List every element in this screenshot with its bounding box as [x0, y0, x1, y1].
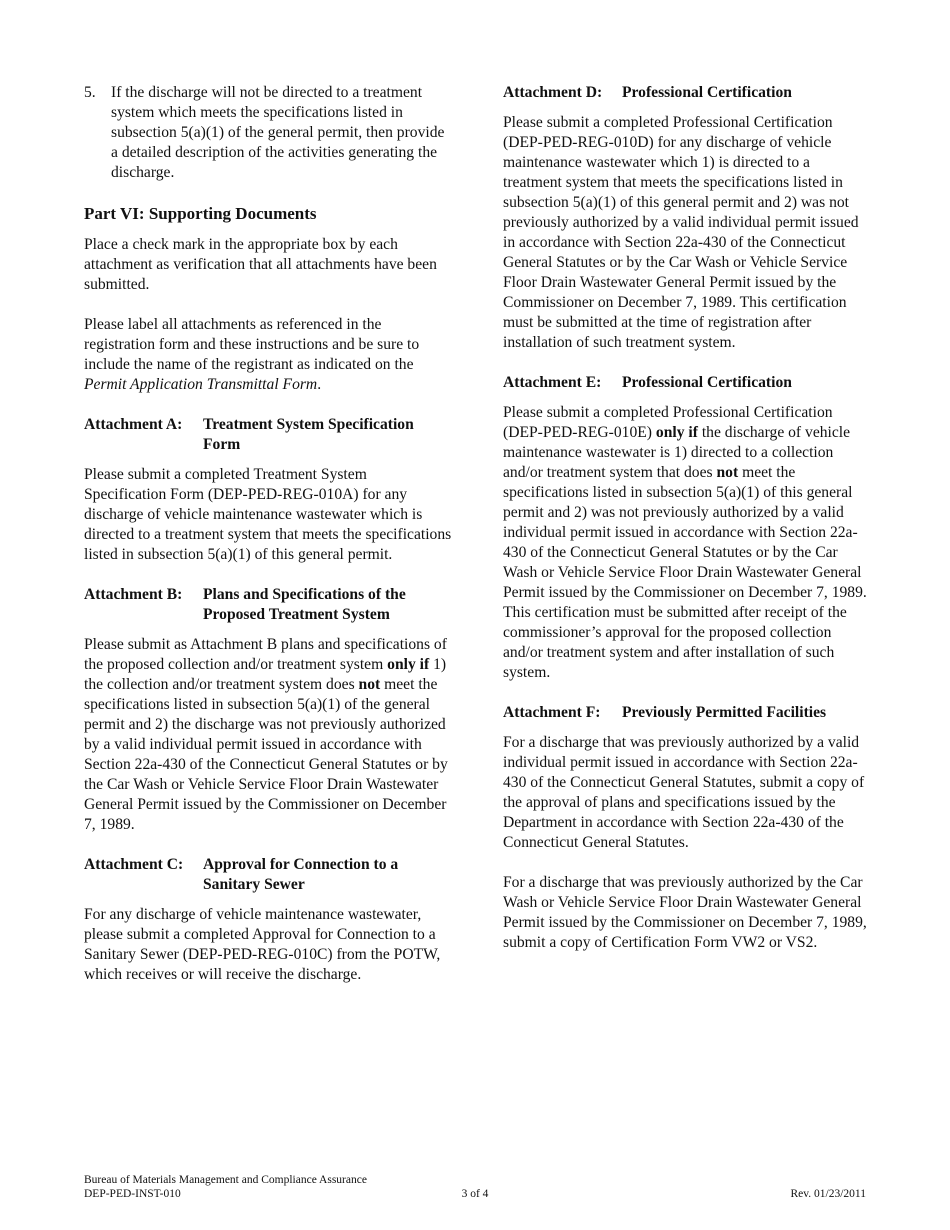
page-footer	[84, 1173, 866, 1201]
footer-doc-id: DEP-PED-INST-010	[84, 1188, 181, 1200]
attachment-b-text-2: 1) the collection and/or treatment system does	[84, 656, 447, 693]
footer-page-number: 3 of 4	[461, 1188, 489, 1200]
instructions-paragraph-2	[84, 315, 452, 395]
attachment-a-label: Attachment A:	[84, 416, 183, 433]
attachment-c-heading	[84, 855, 452, 895]
footer-bureau: Bureau of Materials Management and Compliance Assurance	[84, 1174, 367, 1186]
attachment-f-heading	[503, 703, 871, 723]
attachment-f-body-2: For a discharge that was previously authorized by the Car Wash or Vehicle Service Floor Drain Wastewater General Permit issued by the Commissioner on December 7, 1989, submit a copy of Certification Form VW2 or VS2.	[503, 874, 867, 951]
attachment-a-title: Treatment System Specification Form	[203, 416, 414, 453]
attachment-f-body-1: For a discharge that was previously authorized by a valid individual permit issued in accordance with Section 22a-430 of the Connecticut General Statutes, submit a copy of the approval of plans and specifications issued by the Department in accordance with Section 22a-430 of the Connecticut General Statutes.	[503, 734, 865, 851]
left-column	[84, 83, 452, 1005]
footer-revision: Rev. 01/23/2011	[790, 1188, 866, 1200]
attachment-b-text-3: meet the specifications listed in subsection 5(a)(1) of the general permit and 2) the discharge was not previously authorized by a valid individual permit issued in accordance with Section 22a-430 of the Connecticut General Statutes or by the Car Wash or Vehicle Service Floor Drain Wastewater General Permit issued by the Commissioner on December 7, 1989.	[84, 676, 448, 833]
attachment-d-title: Professional Certification	[622, 84, 792, 101]
item-5-text: If the discharge will not be directed to a treatment system which meets the specifications listed in subsection 5(a)(1) of the general permit, then provide a detailed description of the activities generating the discharge.	[111, 84, 445, 181]
attachment-d-label: Attachment D:	[503, 84, 603, 101]
attachment-e-text-2: the discharge of vehicle maintenance wastewater is 1) directed to a collection and/or treatment system that does	[503, 424, 851, 481]
attachment-b-label: Attachment B:	[84, 586, 183, 603]
attachment-e-body	[503, 403, 871, 683]
footer-row	[84, 1187, 866, 1201]
para2-text: Please label all attachments as referenced in the registration form and these instructions and be sure to include the name of the registrant as indicated on the	[84, 316, 420, 373]
attachment-e-bold-not: not	[716, 464, 739, 481]
attachment-d-heading	[503, 83, 871, 103]
attachment-e-text-1: Please submit a completed Professional Certification (DEP-PED-REG-010E)	[503, 404, 833, 441]
right-column	[503, 83, 871, 973]
instructions-paragraph-1: Place a check mark in the appropriate box by each attachment as verification that all attachments have been submitted.	[84, 236, 437, 293]
attachment-b-text-1: Please submit as Attachment B plans and specifications of the proposed collection and/or treatment system	[84, 636, 447, 673]
item-number: 5.	[84, 84, 96, 101]
attachment-f-label: Attachment F:	[503, 704, 601, 721]
attachment-a-body: Please submit a completed Treatment System Specification Form (DEP-PED-REG-010A) for any discharge of vehicle maintenance wastewater which is directed to a treatment system that meets the specifications listed in subsection 5(a)(1) of this general permit.	[84, 466, 452, 563]
attachment-e-heading	[503, 373, 871, 393]
attachment-a-heading	[84, 415, 452, 455]
attachment-b-body	[84, 635, 452, 835]
attachment-e-bold-only-if: only if	[655, 424, 698, 441]
attachment-b-title: Plans and Specifications of the Proposed Treatment System	[203, 586, 406, 623]
attachment-b-heading	[84, 585, 452, 625]
attachment-c-label: Attachment C:	[84, 856, 184, 873]
attachment-f-title: Previously Permitted Facilities	[622, 704, 827, 721]
part-6-heading: Part VI: Supporting Documents	[84, 204, 317, 223]
attachment-b-bold-not: not	[358, 676, 381, 693]
attachment-c-body: For any discharge of vehicle maintenance wastewater, please submit a completed Approval for Connection to a Sanitary Sewer (DEP-PED-REG-010C) from the POTW, which receives or will receive the discharge.	[84, 906, 441, 983]
attachment-e-title: Professional Certification	[622, 374, 792, 391]
attachment-e-label: Attachment E:	[503, 374, 602, 391]
attachment-d-body: Please submit a completed Professional Certification (DEP-PED-REG-010D) for any discharge of vehicle maintenance wastewater which 1) is directed to a treatment system that meets the specifications listed in subsection 5(a)(1) of this general permit and 2) was not previously authorized by a valid individual permit issued in accordance with Section 22a-430 of the Connecticut General Statutes or by the Car Wash or Vehicle Service Floor Drain Wastewater General Permit issued by the Commissioner on December 7, 1989. This certification must be submitted at the time of registration after installation of such treatment system.	[503, 114, 859, 351]
para2-italic-form-name: Permit Application Transmittal Form	[84, 376, 318, 393]
para2-end: .	[317, 376, 322, 393]
attachment-e-text-3: meet the specifications listed in subsection 5(a)(1) of this general permit and 2) was not previously authorized by a valid individual permit issued in accordance with Section 22a-430 of the Connecticut General Statutes or by the Car Wash or Vehicle Service Floor Drain Wastewater General Permit issued by the Commissioner on December 7, 1989. This certification must be submitted after receipt of the commissioner’s approval for the proposed collection and/or treatment system and after installation of such system.	[503, 464, 867, 681]
attachment-b-bold-only-if: only if	[387, 656, 430, 673]
attachment-c-title: Approval for Connection to a Sanitary Sewer	[203, 856, 399, 893]
numbered-item-5	[84, 83, 452, 183]
